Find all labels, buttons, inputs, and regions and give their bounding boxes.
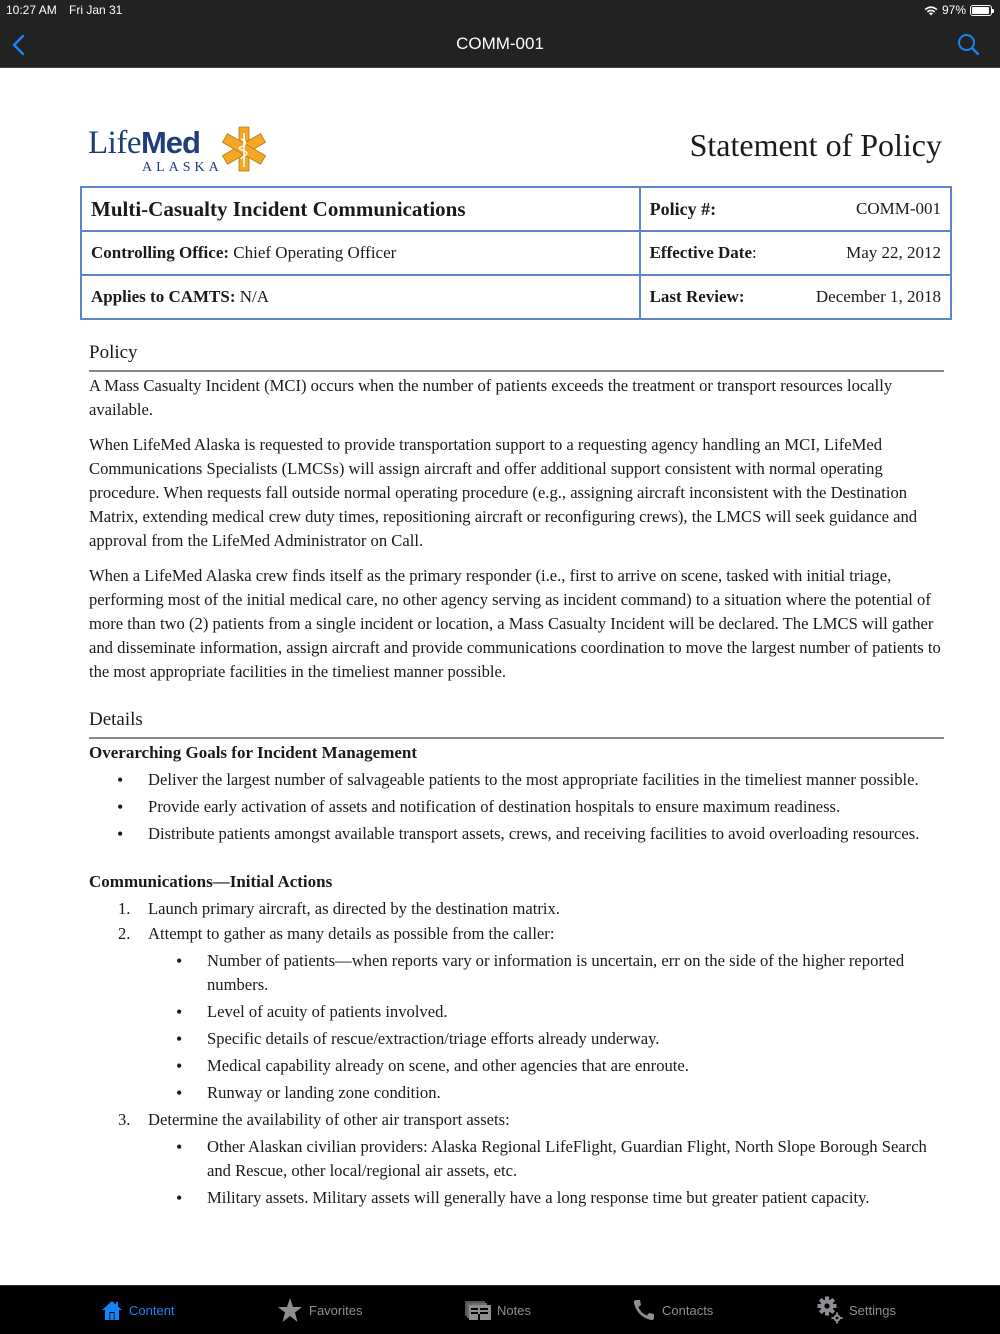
tab-settings[interactable] bbox=[817, 1296, 896, 1324]
info-row bbox=[81, 275, 951, 319]
document-view[interactable] bbox=[0, 69, 1000, 1285]
list-item: • Deliver the largest number of salvageable patients to the most appropriate facilities in the timeliest manner possible. bbox=[89, 768, 944, 792]
policy-number-cell bbox=[640, 187, 951, 231]
goals-heading: Overarching Goals for Incident Management bbox=[89, 743, 418, 762]
battery-fill bbox=[972, 7, 989, 14]
star-of-life-icon bbox=[220, 125, 268, 173]
list-item: • Military assets. Military assets will generally have a long response time but greater patient capacity. bbox=[148, 1186, 944, 1210]
details-heading: Details bbox=[89, 708, 944, 739]
tab-bar bbox=[0, 1285, 1000, 1334]
last-review-value: December 1, 2018 bbox=[815, 287, 941, 306]
list-item bbox=[89, 897, 944, 921]
effective-date-label: Effective Date bbox=[649, 243, 753, 262]
initial-actions-list bbox=[89, 897, 944, 1210]
battery-icon bbox=[970, 5, 992, 16]
status-bar bbox=[0, 0, 1000, 22]
camts-label: Applies to CAMTS: bbox=[91, 287, 236, 306]
policy-number-value: COMM-001 bbox=[855, 199, 941, 218]
search-button[interactable] bbox=[956, 32, 982, 58]
goals-list bbox=[89, 768, 944, 846]
lifemed-logo bbox=[88, 125, 273, 175]
sub-list bbox=[148, 1135, 944, 1210]
phone-icon bbox=[632, 1298, 656, 1322]
controlling-office-cell bbox=[81, 231, 640, 275]
tab-contacts[interactable] bbox=[632, 1296, 713, 1324]
effective-date-value: May 22, 2012 bbox=[846, 243, 941, 262]
status-date: Fri Jan 31 bbox=[69, 3, 123, 17]
logo-word-light: Life bbox=[88, 125, 141, 161]
camts-cell bbox=[81, 275, 640, 319]
tab-label: Settings bbox=[849, 1302, 896, 1318]
step-text: Determine the availability of other air transport assets: bbox=[148, 1110, 510, 1129]
nav-title: COMM-001 bbox=[456, 34, 544, 53]
comms-heading: Communications—Initial Actions bbox=[89, 872, 333, 891]
tab-favorites[interactable] bbox=[277, 1296, 362, 1324]
step-number: 1. bbox=[118, 899, 131, 918]
list-item: • Medical capability already on scene, and other agencies that are enroute. bbox=[148, 1054, 944, 1078]
effective-date-cell: Effective Date: May 22, 2012 bbox=[640, 231, 951, 275]
controlling-office-label: Controlling Office: bbox=[91, 243, 230, 262]
last-review-label: Last Review: bbox=[649, 287, 745, 306]
policy-number-label: Policy #: bbox=[649, 198, 717, 219]
document-body bbox=[89, 341, 944, 1213]
list-item: • Distribute patients amongst available transport assets, crews, and receiving facilities to avoid overloading resources. bbox=[89, 822, 944, 846]
step-text: Launch primary aircraft, as directed by the destination matrix. bbox=[148, 899, 560, 918]
list-item: • Specific details of rescue/extraction/triage efforts already underway. bbox=[148, 1027, 944, 1051]
sub-list bbox=[148, 949, 944, 1105]
battery-percent: 97% bbox=[941, 3, 966, 17]
tab-label: Favorites bbox=[309, 1302, 363, 1318]
step-number: 2. bbox=[118, 924, 131, 943]
wifi-icon bbox=[924, 5, 938, 16]
list-item: • Level of acuity of patients involved. bbox=[148, 1000, 944, 1024]
document-title: Statement of Policy bbox=[689, 127, 942, 163]
policy-heading: Policy bbox=[89, 341, 944, 372]
info-row bbox=[81, 231, 951, 275]
camts-value: N/A bbox=[239, 287, 270, 306]
tab-label: Notes bbox=[497, 1302, 531, 1318]
star-icon bbox=[277, 1297, 303, 1323]
policy-name: Multi-Casualty Incident Communications bbox=[81, 187, 640, 231]
tab-label: Content bbox=[129, 1302, 175, 1318]
policy-paragraph: When a LifeMed Alaska crew finds itself as the primary responder (i.e., first to arrive on scene, tasked with initial triage, performing most of the initial medical care, no other agency serving as incident command) to a situation where the potential of more than two (2) patients from a single incident or location, a Mass Casualty Incident will be declared. The LMCS will gather and disseminate information, assign aircraft and provide communications coordination to move the largest number of patients to the most appropriate facilities in the timeliest manner possible. bbox=[89, 566, 941, 681]
gears-icon bbox=[817, 1296, 843, 1324]
logo-subtitle: ALASKA bbox=[142, 160, 223, 175]
step-text: Attempt to gather as many details as possible from the caller: bbox=[148, 924, 555, 943]
list-item: • Number of patients—when reports vary or information is uncertain, err on the side of the higher reported numbers. bbox=[148, 949, 944, 997]
step-number: 3. bbox=[118, 1110, 131, 1129]
policy-paragraph: When LifeMed Alaska is requested to provide transportation support to a requesting agency handling an MCI, LifeMed Communications Specialists (LMCSs) will assign aircraft and offer additional support consistent with normal operating procedure. When requests fall outside normal operating procedure (e.g., assigning aircraft inconsistent with the Destination Matrix, extending medical crew duty times, repositioning aircraft or reconfiguring crews), the LMCS will seek guidance and approval from the LifeMed Administrator on Call. bbox=[89, 435, 918, 550]
notes-icon bbox=[465, 1300, 491, 1320]
controlling-office-value: Chief Operating Officer bbox=[233, 243, 397, 262]
list-item bbox=[89, 922, 944, 1105]
status-time: 10:27 AM bbox=[6, 3, 57, 17]
home-icon bbox=[101, 1299, 123, 1321]
policy-info-table bbox=[80, 186, 952, 320]
logo-wordmark bbox=[88, 125, 200, 162]
logo-word-bold: Med bbox=[140, 125, 200, 160]
list-item: • Other Alaskan civilian providers: Alaska Regional LifeFlight, Guardian Flight, North Slope Borough Search and Rescue, other local/regional air assets, etc. bbox=[148, 1135, 944, 1183]
list-item: • Runway or landing zone condition. bbox=[148, 1081, 944, 1105]
nav-bar bbox=[0, 22, 1000, 68]
tab-label: Contacts bbox=[662, 1302, 714, 1318]
tab-notes[interactable] bbox=[465, 1296, 531, 1324]
list-item bbox=[89, 1108, 944, 1210]
last-review-cell bbox=[640, 275, 951, 319]
list-item: • Provide early activation of assets and notification of destination hospitals to ensure maximum readiness. bbox=[89, 795, 944, 819]
policy-paragraph: A Mass Casualty Incident (MCI) occurs when the number of patients exceeds the treatment or transport resources locally available. bbox=[89, 376, 893, 419]
status-right bbox=[924, 3, 992, 17]
search-icon bbox=[956, 32, 982, 58]
tab-content[interactable] bbox=[101, 1296, 175, 1324]
info-row bbox=[81, 187, 951, 231]
